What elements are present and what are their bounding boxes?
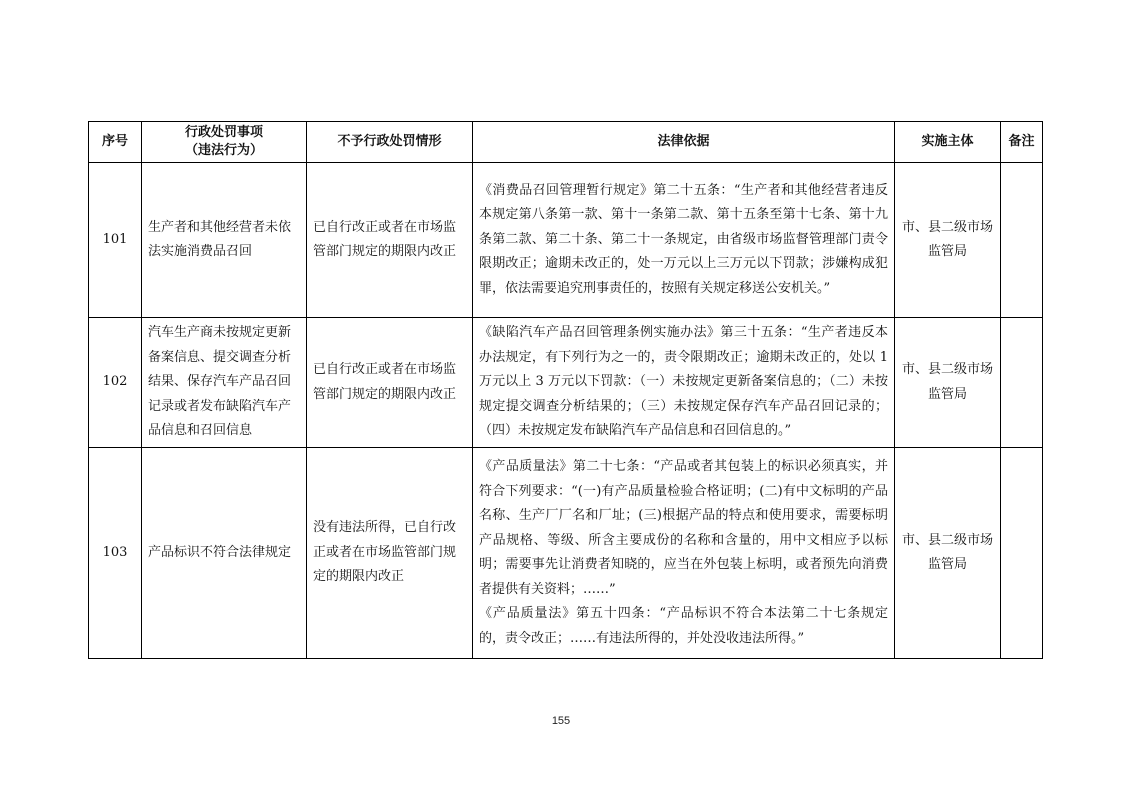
- cell-no: 101: [89, 163, 142, 318]
- header-exempt: 不予行政处罚情形: [307, 122, 473, 163]
- table-row: [89, 318, 1043, 448]
- header-basis: 法律依据: [473, 122, 895, 163]
- header-no: 序号: [89, 122, 142, 163]
- header-item-line1: 行政处罚事项: [184, 125, 263, 140]
- header-item-line2: （违法行为）: [184, 143, 263, 158]
- cell-authority: 市、县二级市场监管局: [895, 318, 1001, 448]
- cell-authority: 市、县二级市场监管局: [895, 448, 1001, 659]
- basis-paragraph: 《产品质量法》第五十四条：“产品标识不符合本法第二十七条规定的，责令改正；……有违法所得的，并处没收违法所得。”: [479, 606, 888, 646]
- page-number: 155: [551, 715, 571, 727]
- cell-exempt: 已自行改正或者在市场监管部门规定的期限内改正: [307, 318, 473, 448]
- header-authority: 实施主体: [895, 122, 1001, 163]
- cell-item: 产品标识不符合法律规定: [142, 448, 307, 659]
- cell-basis: [473, 318, 895, 448]
- cell-remark: [1001, 318, 1043, 448]
- cell-basis: [473, 163, 895, 318]
- cell-exempt: 没有违法所得，已自行改正或者在市场监管部门规定的期限内改正: [307, 448, 473, 659]
- cell-exempt: 已自行改正或者在市场监管部门规定的期限内改正: [307, 163, 473, 318]
- table-row: [89, 163, 1043, 318]
- cell-item: 汽车生产商未按规定更新备案信息、提交调查分析结果、保存汽车产品召回记录或者发布缺陷汽车产品信息和召回信息: [142, 318, 307, 448]
- cell-item: 生产者和其他经营者未依法实施消费品召回: [142, 163, 307, 318]
- penalty-table: [88, 121, 1043, 659]
- cell-basis: [473, 448, 895, 659]
- cell-authority: 市、县二级市场监管局: [895, 163, 1001, 318]
- header-item: [142, 122, 307, 163]
- basis-paragraph: 《缺陷汽车产品召回管理条例实施办法》第三十五条：“生产者违反本办法规定，有下列行为之一的，责令限期改正；逾期未改正的，处以 1 万元以上 3 万元以下罚款：（一）未按规定更新备案信息的；（二）未按规定提交调查分析结果的；（三）未按规定保存汽车产品召回记录的；（四）未按规定发布缺陷汽车产品信息和召回信息的。”: [479, 325, 888, 439]
- cell-no: 103: [89, 448, 142, 659]
- cell-remark: [1001, 163, 1043, 318]
- table-row: [89, 448, 1043, 659]
- basis-paragraph: 《消费品召回管理暂行规定》第二十五条：“生产者和其他经营者违反本规定第八条第一款、第十一条第二款、第十五条至第十七条、第十九条第二款、第二十条、第二十一条规定，由省级市场监督管理部门责令限期改正；逾期未改正的，处一万元以上三万元以下罚款；涉嫌构成犯罪，依法需要追究刑事责任的，按照有关规定移送公安机关。”: [479, 182, 888, 296]
- cell-remark: [1001, 448, 1043, 659]
- basis-paragraph: 《产品质量法》第二十七条：“产品或者其包装上的标识必须真实，并符合下列要求：“(一)有产品质量检验合格证明；(二)有中文标明的产品名称、生产厂厂名和厂址；(三)根据产品的特点和使用要求，需要标明产品规格、等级、所含主要成份的名称和含量的，用中文相应予以标明；需要事先让消费者知晓的，应当在外包装上标明，或者预先向消费者提供有关资料；……”: [479, 459, 888, 597]
- header-remark: 备注: [1001, 122, 1043, 163]
- cell-no: 102: [89, 318, 142, 448]
- table-header-row: [89, 122, 1043, 163]
